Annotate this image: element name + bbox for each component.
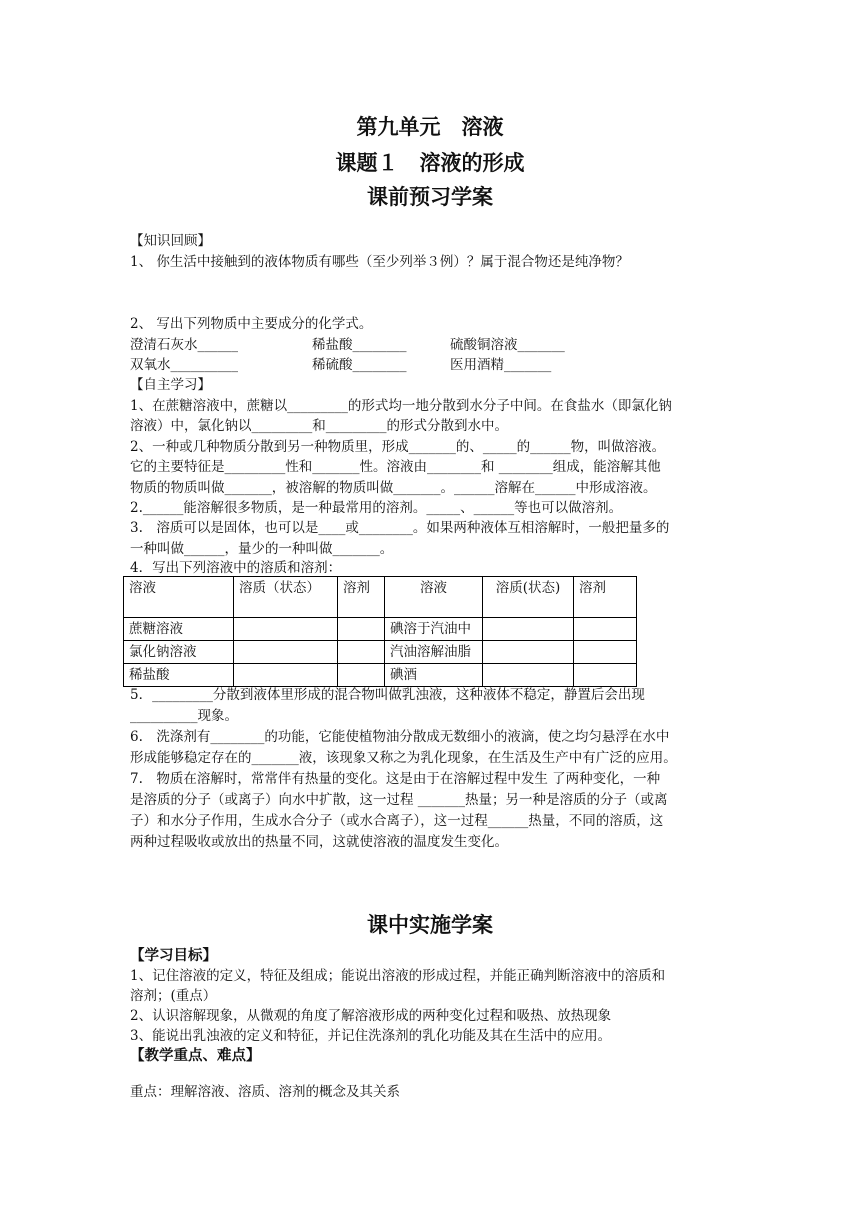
table-cell: 氯化钠溶液 [124,641,234,664]
table-cell: 汽油溶解油脂 [385,641,483,664]
formula-item: 双氧水__________ [130,357,238,373]
study-line: 物质的物质叫做_______，被溶解的物质叫做_______。______溶解在______中形成溶液。 [130,480,657,496]
table-cell: 碘酒 [385,664,483,687]
study-line: 1、在蔗糖溶液中，蔗糖以_________的形式均一地分散到水分子中间。在食盐水（即氯化钠 [130,398,672,414]
table-header-row [124,577,637,618]
study-line: 6. 洗涤剂有________的功能，它能使植物油分散成无数细小的液滴，使之均匀悬浮在水中 [130,729,670,745]
key-point-line: 重点：理解溶液、溶质、溶剂的概念及其关系 [130,1084,400,1100]
table-header-cell: 溶剂 [574,577,637,618]
study-line: 子）和水分子作用，生成水合分子（或水合离子），这一过程______热量，不同的溶质，这 [130,813,664,829]
study-line: 一种叫做______，量少的一种叫做_______。 [130,541,394,557]
table-cell[interactable] [234,664,338,687]
review-header: 【知识回顾】 [130,233,211,249]
table-header-cell: 溶液 [385,577,483,618]
formula-item: 硫酸铜溶液_______ [450,337,565,353]
table-cell: 稀盐酸 [124,664,234,687]
table-cell[interactable] [574,641,637,664]
study-line: 2.______能溶解很多物质，是一种最常用的溶剂。_____、______等也可以做溶剂。 [130,500,623,516]
study-line: 溶液）中，氯化钠以_________和_________的形式分散到水中。 [130,418,508,434]
study-line: 4．写出下列溶液中的溶质和溶剂： [130,560,342,576]
study-line: 它的主要特征是_________性和_______性。溶液由________和 ________组成，能溶解其他 [130,459,661,475]
table-cell[interactable] [574,664,637,687]
table-row [124,664,637,687]
table-cell[interactable] [338,664,385,687]
study-line: 5．_________分散到液体里形成的混合物叫做乳浊液，这种液体不稳定，静置后会出现 [130,687,645,703]
section-title-preview: 课前预习学案 [367,185,493,209]
table-cell: 碘溶于汽油中 [385,618,483,641]
study-line: 是溶质的分子（或离子）向水中扩散，这一过程 _______热量；另一种是溶质的分子（或离 [130,792,668,808]
section-title-class: 课中实施学案 [367,913,493,937]
table-cell[interactable] [234,618,338,641]
table-header-cell: 溶液 [124,577,234,618]
objective-line: 2、认识溶解现象，从微观的角度了解溶液形成的两种变化过程和吸热、放热现象 [130,1008,612,1024]
review-question-1: 1、 你生活中接触到的液体物质有哪些（至少列举３例）？属于混合物还是纯净物？ [130,254,629,270]
solute-solvent-table [123,576,637,687]
formula-item: 稀盐酸________ [312,337,407,353]
objective-line: 1、记住溶液的定义，特征及组成；能说出溶液的形成过程，并能正确判断溶液中的溶质和 [130,968,666,984]
formula-item: 澄清石灰水______ [130,337,238,353]
table-cell[interactable] [483,641,574,664]
study-line: __________现象。 [130,708,238,724]
table-cell[interactable] [483,664,574,687]
table-cell[interactable] [574,618,637,641]
formula-item: 稀硫酸________ [312,357,407,373]
table-cell[interactable] [338,641,385,664]
objectives-header: 【学习目标】 [130,948,217,964]
study-line: 形成能够稳定存在的_______液，该现象又称之为乳化现象，在生活及生产中有广泛的应用。 [130,750,677,766]
study-line: 7. 物质在溶解时，常常伴有热量的变化。这是由于在溶解过程中发生 了两种变化，一种 [130,771,661,787]
review-question-2: 2、 写出下列物质中主要成分的化学式。 [130,316,373,332]
self-study-header: 【自主学习】 [130,377,211,393]
table-header-cell: 溶剂 [338,577,385,618]
table-cell[interactable] [338,618,385,641]
table-row [124,641,637,664]
objective-line: 3、能说出乳浊液的定义和特征，并记住洗涤剂的乳化功能及其在生活中的应用。 [130,1028,612,1044]
table-header-cell: 溶质（状态） [234,577,338,618]
unit-title: 第九单元 溶液 [356,115,504,139]
formula-item: 医用酒精_______ [450,357,552,373]
key-points-header: 【教学重点、难点】 [130,1048,261,1064]
table-header-cell: 溶质(状态) [483,577,574,618]
table-row [124,618,637,641]
table-cell[interactable] [483,618,574,641]
study-line: 2、一种或几种物质分散到另一种物质里，形成_______的、_____的______物，叫做溶液。 [130,439,666,455]
objective-line: 溶剂；(重点） [130,988,217,1004]
table-cell: 蔗糖溶液 [124,618,234,641]
table-cell[interactable] [234,641,338,664]
study-line: 3. 溶质可以是固体，也可以是____或________。如果两种液体互相溶解时，一般把量多的 [130,520,670,536]
lesson-title: 课题１ 溶液的形成 [335,151,525,175]
study-line: 两种过程吸收或放出的热量不同，这就使溶液的温度发生变化。 [130,834,508,850]
